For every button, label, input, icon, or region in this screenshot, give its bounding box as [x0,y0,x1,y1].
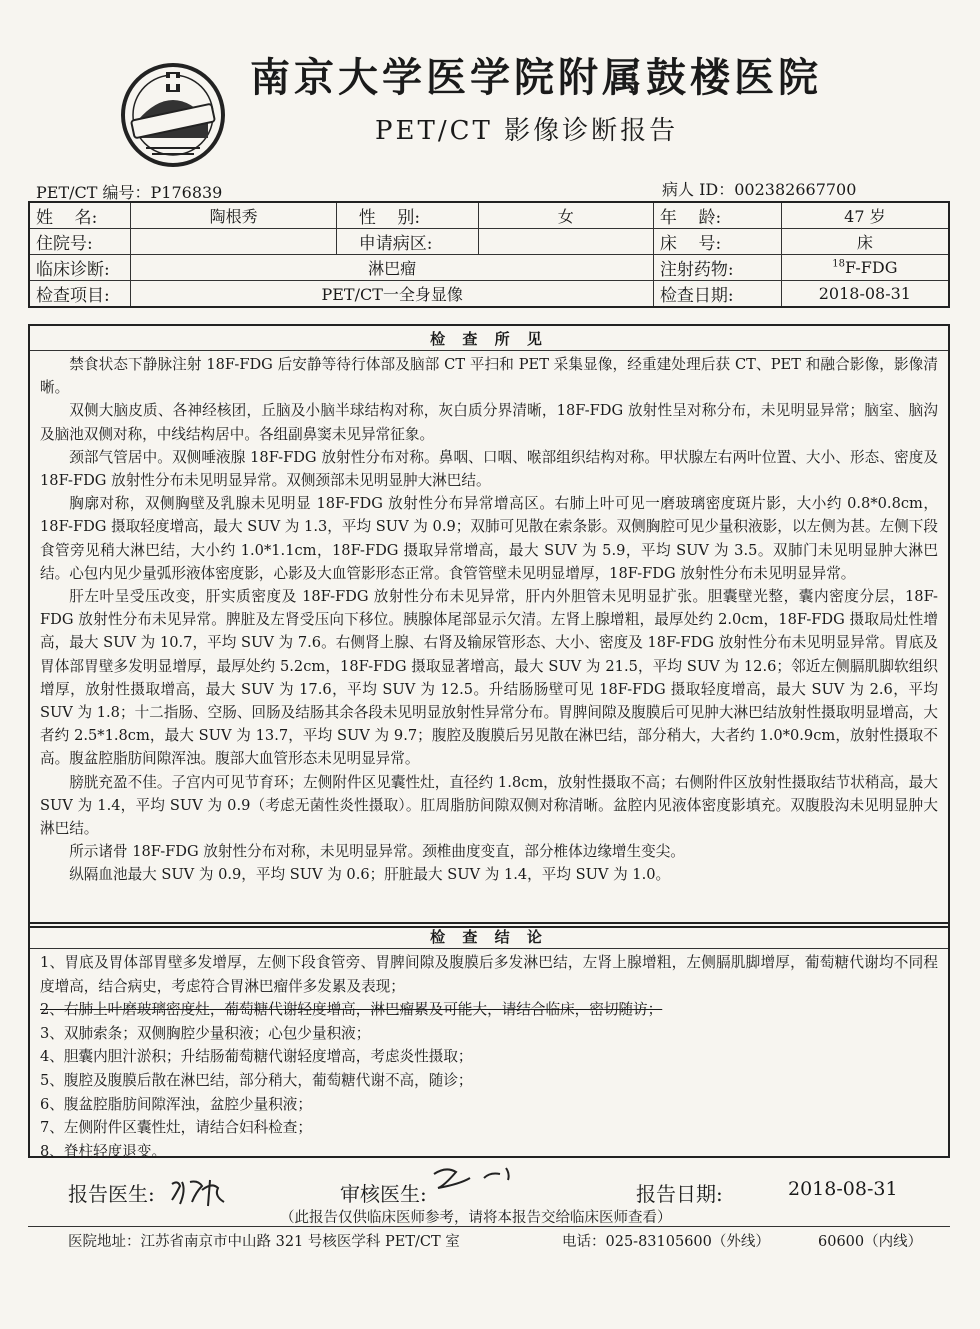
age-label: 年 龄: [653,202,781,229]
bed-value: 床 [781,229,949,255]
hospital-name: 南京大学医学院附属鼓楼医院 [250,54,822,101]
patient-id [662,177,856,200]
hospital-no-value [131,229,336,255]
ward-label: 申请病区: [336,229,478,255]
conclusion-item: 6、腹盆腔脂肪间隙浑浊，盆腔少量积液； [40,1095,312,1113]
conclusion-heading: 检 查 结 论 [30,924,948,949]
findings-paragraph: 胸廓对称，双侧胸壁及乳腺未见明显 18F-FDG 放射性分布异常增高区。右肺上叶可见一磨玻璃密度斑片影，大小约 0.8*0.8cm，18F-FDG 摄取轻度增高，最大 SUV 为 1.3，平均 SUV 为 0.9；双肺可见散在索条影。双侧胸腔可见少量积液影，以左侧为甚。左侧下段食管旁见稍大淋巴结，大小约 1.0*1.1cm，18F-FDG 摄取异常增高，最大 SUV 为 5.9，平均 SUV 为 3.5。双肺门未见明显肿大淋巴结。心包内见少量弧形液体密度影，心影及大血管影形态正常。食管管壁未见明显增厚，18F-FDG 放射性分布未见明显异常。 [40,495,938,582]
footer-address: 医院地址：江苏省南京市中山路 321 号核医学科 PET/CT 室 [68,1234,460,1250]
bed-label: 床 号: [653,229,781,255]
hospital-logo [118,60,228,170]
findings-paragraph: 肝左叶呈受压改变，肝实质密度及 18F-FDG 放射性分布未见异常，肝内外胆管未见明显扩张。胆囊壁光整，囊内密度分层，18F-FDG 放射性分布未见异常。脾脏及左肾受压向下移位。胰腺体尾部显示欠清。左肾上腺增粗，最厚处约 2.0cm，18F-FDG 摄取局灶性增高，最大 SUV 为 10.7，平均 SUV 为 7.6。右侧肾上腺、右肾及输尿管形态、大小、密度及 18F-FDG 放射性分布未见明显异常。胃底及胃体部胃壁多发明显增厚，最厚处约 5.2cm，18F-FDG 摄取显著增高，最大 SUV 为 21.5，平均 SUV 为 12.6；邻近左侧膈肌脚软组织增厚，放射性摄取增高，最大 SUV 为 17.6，平均 SUV 为 12.5。升结肠肠壁可见 18F-FDG 摄取轻度增高，最大 SUV 为 2.6，平均 SUV 为 1.8；十二指肠、空肠、回肠及结肠其余各段未见明显放射性异常分布。胃脾间隙及腹膜后可见肿大淋巴结放射性摄取明显增高，大者约 2.5*1.8cm，最大 SUV 为 13.7，平均 SUV 为 9.7；腹腔及腹膜后另见散在淋巴结，部分稍大，大者约 1.0*0.9cm，放射性摄取不高。腹盆腔脂肪间隙浑浊。腹部大血管形态未见明显异常。 [40,588,938,768]
drug-isotope: 18 [832,258,845,270]
diagnosis-label: 临床诊断: [29,255,131,281]
signature-row [0,1178,980,1208]
name-label: 姓 名: [29,202,131,229]
report-date-label: 报告日期: [636,1182,723,1206]
footer-phone: 电话：025-83105600（外线） [562,1234,770,1250]
findings-section [28,324,950,928]
age-value: 47 岁 [781,202,949,229]
report-title: PET/CT 影像诊断报告 [375,116,679,146]
diagnosis-value: 淋巴瘤 [131,255,654,281]
conclusion-item: 8、脊柱轻度退变。 [40,1142,167,1160]
pet-number [36,180,222,203]
reviewer-label: 审核医生: [340,1182,427,1206]
findings-body [30,351,948,887]
findings-paragraph: 颈部气管居中。双侧唾液腺 18F-FDG 放射性分布对称。鼻咽、口咽、喉部组织结构对称。甲状腺左右两叶位置、大小、形态、密度及 18F-FDG 放射性分布未见明显异常。双侧颈部未见明显肿大淋巴结。 [40,448,938,490]
pet-number-value: P176839 [150,183,223,202]
conclusion-item: 1、胃底及胃体部胃壁多发增厚，左侧下段食管旁、胃脾间隙及腹膜后多发淋巴结，左肾上腺增粗，左侧膈肌脚增厚，葡萄糖代谢均不同程度增高，结合病史，考虑符合胃淋巴瘤伴多发累及表现； [40,954,938,995]
ward-value [478,229,653,255]
report-note: （此报告仅供临床医师参考，请将本报告交给临床医师查看） [280,1210,672,1226]
exam-date-label: 检查日期: [653,281,781,308]
conclusion-item: 4、胆囊内胆汁淤积；升结肠葡萄糖代谢轻度增高，考虑炎性摄取； [40,1048,473,1066]
patient-id-label: 病人 ID： [662,180,735,199]
pet-number-label: PET/CT 编号： [36,183,151,202]
findings-paragraph: 所示诸骨 18F-FDG 放射性分布对称，未见明显异常。颈椎曲度变直，部分椎体边缘增生变尖。 [69,843,685,861]
sex-label: 性 别: [336,202,478,229]
findings-heading: 检 查 所 见 [30,326,948,351]
table-row [29,229,949,255]
name-value: 陶根秀 [131,202,336,229]
drug-label: 注射药物: [653,255,781,281]
conclusion-item: 5、腹腔及腹膜后散在淋巴结，部分稍大，葡萄糖代谢不高，随诊； [40,1071,473,1089]
conclusion-item: 3、双肺索条；双侧胸腔少量积液；心包少量积液； [40,1024,371,1042]
patient-id-value: 002382667700 [734,180,857,199]
report-date-value: 2018-08-31 [788,1178,898,1200]
conclusion-section [28,922,950,1158]
reporter-label: 报告医生: [68,1182,155,1206]
footer-divider [28,1226,950,1227]
drug-name: F-FDG [844,258,898,277]
findings-paragraph: 膀胱充盈不佳。子宫内可见节育环；左侧附件区见囊性灶，直径约 1.8cm，放射性摄取不高；右侧附件区放射性摄取结节状稍高，最大 SUV 为 1.4，平均 SUV 为 0.9（考虑无菌性炎性摄取）。肛周脂肪间隙双侧对称清晰。盆腔内见液体密度影填充。双腹股沟未见明显肿大淋巴结。 [40,773,938,838]
drug-value [781,255,949,281]
exam-value: PET/CT一全身显像 [131,281,654,308]
hospital-no-label: 住院号: [29,229,131,255]
findings-paragraph: 禁食状态下静脉注射 18F-FDG 后安静等待行体部及脑部 CT 平扫和 PET 采集显像，经重建处理后获 CT、PET 和融合影像，影像清晰。 [40,356,938,397]
reviewer-signature [430,1164,520,1196]
table-row [29,202,949,229]
conclusion-body [30,949,948,1163]
table-row [29,255,949,281]
patient-info-table [28,201,950,308]
exam-label: 检查项目: [29,281,131,308]
table-row [29,281,949,308]
footer-extension: 60600（内线） [818,1234,923,1250]
conclusion-item: 2、右肺上叶磨玻璃密度灶，葡萄糖代谢轻度增高，淋巴瘤累及可能大，请结合临床，密切随访； [40,1001,663,1019]
findings-paragraph: 纵隔血池最大 SUV 为 0.9，平均 SUV 为 0.6；肝脏最大 SUV 为 1.4，平均 SUV 为 1.0。 [69,866,671,884]
conclusion-item: 7、左侧附件区囊性灶，请结合妇科检查； [40,1119,312,1137]
reporter-signature [168,1176,230,1208]
sex-value: 女 [478,202,653,229]
findings-paragraph: 双侧大脑皮质、各神经核团，丘脑及小脑半球结构对称，灰白质分界清晰，18F-FDG 放射性呈对称分布，未见明显异常；脑室、脑沟及脑池双侧对称，中线结构居中。各组副鼻窦未见异常征象。 [40,402,938,443]
exam-date-value: 2018-08-31 [781,281,949,308]
